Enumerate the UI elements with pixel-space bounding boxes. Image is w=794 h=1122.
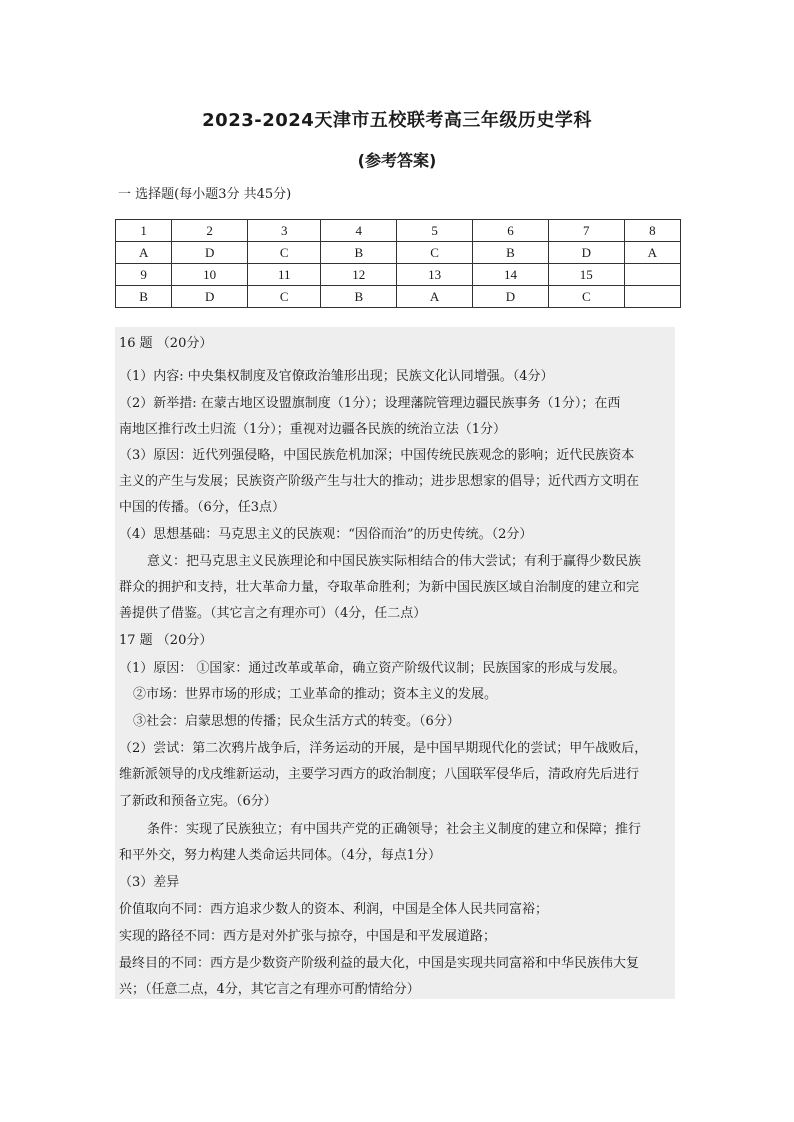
table-cell: C <box>397 242 473 264</box>
section-heading-choice: 一 选择题(每小题3分 共45分) <box>118 187 292 202</box>
q16-part4-line1: （4）思想基础：马克思主义的民族观：“因俗而治”的历史传统。（2分） <box>119 527 533 542</box>
table-row <box>116 242 681 264</box>
table-cell: 6 <box>473 220 549 242</box>
document-title: 2023-2024天津市五校联考高三年级历史学科 <box>202 110 592 131</box>
q17-part3-heading: （3）差异 <box>119 875 180 890</box>
table-cell <box>624 286 680 308</box>
q17-part2-line5: 和平外交，努力构建人类命运共同体。（4分，每点1分） <box>119 848 442 863</box>
q17-part1-line2: ②市场：世界市场的形成；工业革命的推动；资本主义的发展。 <box>133 687 498 702</box>
table-cell: C <box>248 242 321 264</box>
q17-part2-line3: 了新政和预备立宪。（6分） <box>119 794 277 809</box>
table-cell: B <box>321 286 397 308</box>
q17-part3-line3: 最终目的不同：西方是少数资产阶级利益的最大化，中国是实现共同富裕和中华民族伟大复 <box>119 956 640 971</box>
table-cell: 10 <box>172 264 248 286</box>
q16-part3-line3: 中国的传播。（6分，任3点） <box>119 500 286 515</box>
table-cell: 12 <box>321 264 397 286</box>
table-cell <box>624 264 680 286</box>
q16-part2-line1: （2）新举措: 在蒙古地区设盟旗制度（1分）；设理藩院管理边疆民族事务（1分）；在西 <box>119 396 621 411</box>
table-cell: C <box>248 286 321 308</box>
q17-part3-line1: 价值取向不同：西方追求少数人的资本、利润，中国是全体人民共同富裕； <box>119 902 549 917</box>
table-row <box>116 286 681 308</box>
q16-part4-line4: 善提供了借鉴。（其它言之有理亦可）（4分，任二点） <box>119 606 427 621</box>
table-cell: 7 <box>548 220 624 242</box>
table-cell: D <box>548 242 624 264</box>
table-cell: D <box>473 286 549 308</box>
q17-part2-line2: 维新派领导的戊戌维新运动，主要学习西方的政治制度；八国联军侵华后，清政府先后进行 <box>119 767 640 782</box>
table-cell: B <box>321 242 397 264</box>
table-cell: B <box>473 242 549 264</box>
table-row <box>116 220 681 242</box>
table-cell: 1 <box>116 220 172 242</box>
q16-part2-line2: 南地区推行改土归流（1分）；重视对边疆各民族的统治立法（1分） <box>119 422 507 437</box>
table-row <box>116 264 681 286</box>
table-cell: 11 <box>248 264 321 286</box>
q17-part1-line3: ③社会：启蒙思想的传播；民众生活方式的转变。（6分） <box>133 714 460 729</box>
q17-part3-line4: 兴；（任意二点，4分，其它言之有理亦可酌情给分） <box>119 982 420 997</box>
q16-part3-line2: 主义的产生与发展；民族资产阶级产生与壮大的推动；进步思想家的倡导；近代西方文明在 <box>119 474 640 489</box>
q16-part4-line2: 意义：把马克思主义民族理论和中国民族实际相结合的伟大尝试；有利于赢得少数民族 <box>147 554 642 569</box>
q17-part1-line1: （1）原因： ①国家：通过改革或革命，确立资产阶级代议制；民族国家的形成与发展。 <box>119 661 626 676</box>
table-cell: 15 <box>548 264 624 286</box>
table-cell: D <box>172 242 248 264</box>
table-cell: 13 <box>397 264 473 286</box>
q17-part2-line1: （2）尝试：第二次鸦片战争后，洋务运动的开展，是中国早期现代化的尝试；甲午战败后， <box>119 741 648 756</box>
table-cell: A <box>624 242 680 264</box>
table-cell: 8 <box>624 220 680 242</box>
table-cell: A <box>116 242 172 264</box>
table-cell: 14 <box>473 264 549 286</box>
answer-table <box>115 219 681 308</box>
table-cell: B <box>116 286 172 308</box>
table-cell: 5 <box>397 220 473 242</box>
q16-part3-line1: （3）原因：近代列强侵略，中国民族危机加深；中国传统民族观念的影响；近代民族资本 <box>119 448 635 463</box>
document-subtitle: (参考答案) <box>357 151 437 170</box>
q16-part1: （1）内容: 中央集权制度及官僚政治雏形出现；民族文化认同增强。（4分） <box>119 369 554 384</box>
q16-heading: 16 题 （20分） <box>119 336 213 351</box>
q17-part3-line2: 实现的路径不同：西方是对外扩张与掠夺，中国是和平发展道路； <box>119 929 497 944</box>
table-cell: A <box>397 286 473 308</box>
table-cell: 3 <box>248 220 321 242</box>
q16-part4-line3: 群众的拥护和支持，壮大革命力量，夺取革命胜利；为新中国民族区域自治制度的建立和完 <box>119 580 640 595</box>
table-cell: 4 <box>321 220 397 242</box>
table-cell: C <box>548 286 624 308</box>
table-cell: 9 <box>116 264 172 286</box>
table-cell: 2 <box>172 220 248 242</box>
q17-heading: 17 题 （20分） <box>119 633 213 648</box>
table-cell: D <box>172 286 248 308</box>
q17-part2-line4: 条件：实现了民族独立；有中国共产党的正确领导；社会主义制度的建立和保障；推行 <box>147 822 642 837</box>
